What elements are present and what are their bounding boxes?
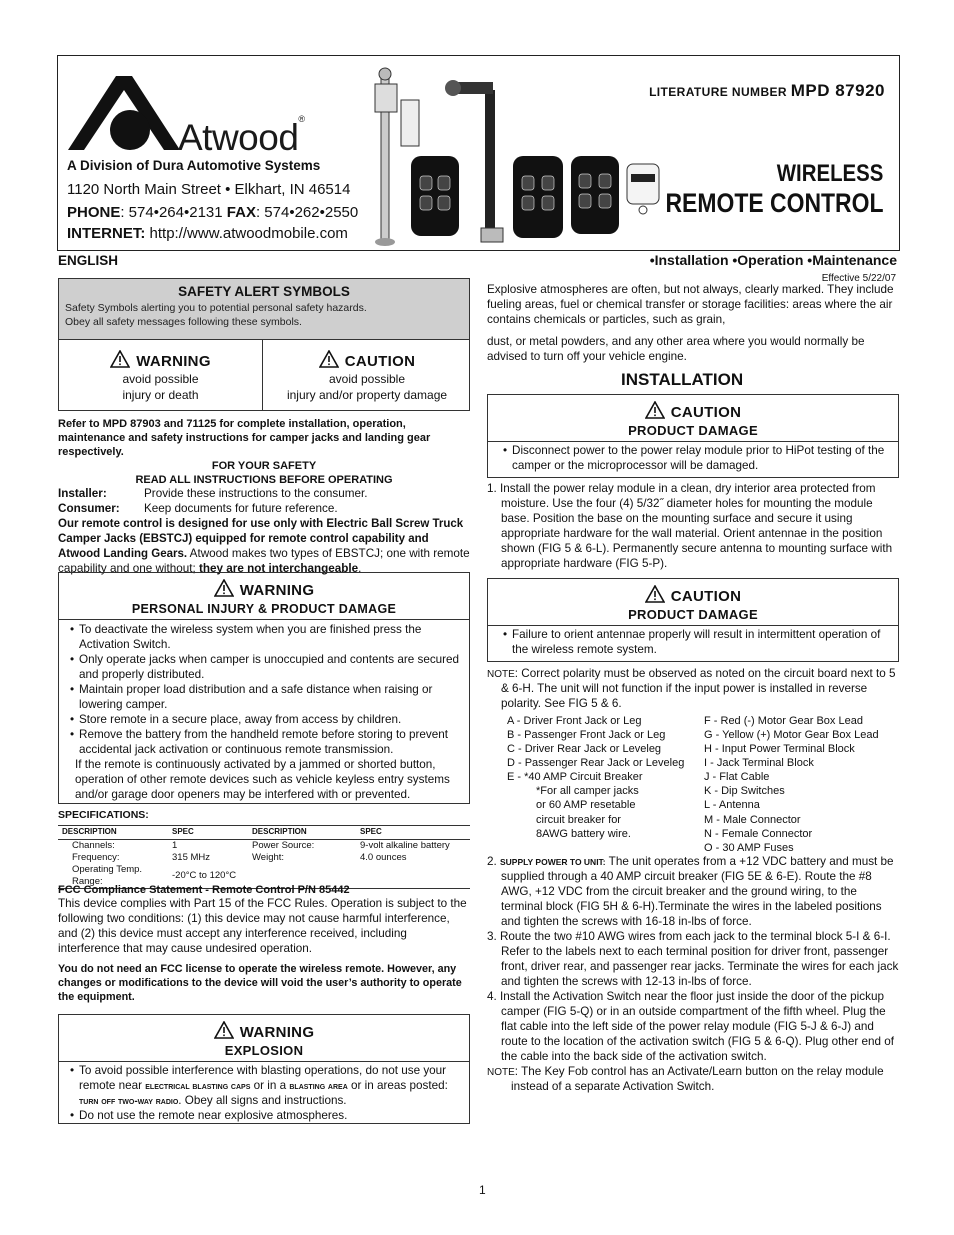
refer-note: Refer to MPD 87903 and 71125 for complete installation, operation, maintenance and safety instructions for camper jacks and landing gear respectively. (58, 418, 431, 459)
list-item: G - Yellow (+) Motor Gear Box Lead (704, 729, 879, 742)
caution-label: CAUTION (670, 404, 742, 421)
brand-name: Atwood® (178, 114, 305, 158)
caution-triangle-icon (645, 585, 665, 603)
warning-symbol-cell (59, 340, 263, 410)
warning-personal-extra: If the remote is continuously activated by a jammed or shorted button, operation of other remote devices such as vehicle keyless entry systems and/or garage door openers may be interfered with or prevented. (75, 758, 450, 802)
list-item: H - Input Power Terminal Block (704, 743, 855, 756)
warning-explosion-label: WARNING (239, 1024, 315, 1041)
language-label: ENGLISH (58, 253, 119, 268)
fcc-body: This device complies with Part 15 of the FCC Rules. Operation is subject to the following two conditions: (1) this device may not cause harmful interference, and (2) this device must accept any interference received, including interference that may cause undesired operation. (58, 897, 467, 955)
list-item: N - Female Connector (704, 827, 813, 840)
internet-line: INTERNET: http://www.atwoodmobile.com (67, 225, 348, 242)
warning-explosion-sub: EXPLOSION (224, 1043, 304, 1059)
consumer-line: Consumer: Keep documents for future reference. (58, 502, 338, 516)
caution-desc2: injury and/or property damage (286, 387, 448, 402)
division-line: A Division of Dura Automotive Systems (67, 158, 321, 173)
warning-triangle-icon (214, 1021, 234, 1039)
steps-2-4 (487, 855, 899, 1095)
safety-alert-box (58, 278, 470, 411)
read-all-instructions: READ ALL INSTRUCTIONS BEFORE OPERATING (135, 474, 393, 487)
warning-triangle-icon (214, 579, 234, 597)
note-key-fob: NOTE: The Key Fob control has an Activate/Learn button on the relay module instead of a separate Activation Switch. (487, 1064, 884, 1093)
caution-label: CAUTION (670, 588, 742, 605)
caution-sub: PRODUCT DAMAGE (628, 607, 758, 623)
list-item: B - Passenger Front Jack or Leg (507, 729, 666, 742)
list-item: • Failure to orient antennae properly will result in intermittent operation of the wireless remote system. (498, 628, 894, 658)
list-item: • To deactivate the wireless system when you are finished press the Activation Switch. (65, 623, 465, 653)
product-illustration (363, 60, 663, 248)
list-item: M - Male Connector (704, 813, 801, 826)
list-item: L - Antenna (704, 799, 760, 812)
caution-label: CAUTION (344, 353, 416, 370)
labels-right-list (704, 714, 900, 855)
list-item: O - 30 AMP Fuses (704, 841, 794, 854)
caution-product-box-1 (487, 394, 899, 478)
remote-compat-paragraph: Our remote control is designed for use only with Electric Ball Screw Truck Camper Jacks (EBSTCJ) equipped for remote control capability and Atwood Landing Gears. Atwood makes two types of EBSTCJ; one with remote capability and one without; they are not interchangeable. (58, 518, 470, 576)
phone-line: PHONE: 574•264•2131 FAX: 574•262•2550 (67, 204, 359, 221)
fcc-title: FCC Compliance Statement - Remote Control P/N 85442 (58, 884, 350, 896)
caution-triangle-icon (645, 401, 665, 419)
installation-heading: INSTALLATION (621, 370, 744, 389)
list-item: I - Jack Terminal Block (704, 757, 814, 770)
fcc-license: You do not need an FCC license to operate the wireless remote. However, any changes or modifications to the device will void the user’s authority to operate the equipment. (58, 962, 462, 1003)
intro-block (58, 417, 470, 577)
warning-personal-sub: PERSONAL INJURY & PRODUCT DAMAGE (131, 602, 397, 617)
safety-alert-line2: Obey all safety messages following these symbols. (65, 315, 302, 328)
list-item: • Maintain proper load distribution and a safe distance when raising or lowering camper. (65, 683, 465, 713)
list-item: or 60 AMP resetable (536, 799, 636, 812)
page-number: 1 (479, 1183, 486, 1197)
list-item: • Do not use the remote near explosive atmospheres. (65, 1109, 465, 1124)
note-polarity: NOTE: Correct polarity must be observed as noted on the circuit board next to 5 & 6-H. The unit will not function if the input power is installed in reverse polarity. See FIG 5 & 6. (487, 667, 896, 710)
list-item: circuit breaker for (536, 813, 621, 826)
specs-table: DESCRIPTION SPEC DESCRIPTION SPEC Channels: 1 Power Source: 9-volt alkaline battery Frequency: 315 MHz Weight: 4.0 ounces Operating Temp. Range: -20°C to 120°C (58, 825, 470, 889)
table-row: Channels: 1 Power Source: 9-volt alkaline battery (72, 839, 450, 851)
specifications-block (58, 809, 470, 889)
list-item: K - Dip Switches (704, 785, 785, 798)
list-item: • Disconnect power to the power relay module prior to HiPot testing of the camper or the microprocessor will be damaged. (498, 444, 894, 474)
list-item: J - Flat Cable (704, 771, 770, 784)
sections-tag: •Installation •Operation •Maintenance (649, 252, 897, 268)
table-row: Frequency: 315 MHz Weight: 4.0 ounces (72, 851, 407, 863)
list-item: 8AWG battery wire. (536, 827, 631, 840)
address-line: 1120 North Main Street • Elkhart, IN 46514 (67, 181, 351, 198)
fcc-block (58, 883, 470, 1004)
literature-number: LITERATURE NUMBER MPD 87920 (649, 81, 885, 100)
atwood-logo-icon (68, 74, 188, 154)
table-row: Operating Temp. Range: -20°C to 120°C (58, 864, 470, 889)
list-item: A - Driver Front Jack or Leg (507, 715, 642, 727)
caution-desc1: avoid possible (328, 372, 406, 387)
caution-sub: PRODUCT DAMAGE (628, 423, 758, 439)
list-item: *For all camper jacks (536, 785, 639, 798)
step-3: 3. Route the two #10 AWG wires from each jack to the terminal block 5-I & 6-I. Refer to the labels next to each terminal position for driver front, passenger front, driver rear, and passenger rear jacks. Terminate the wires for each jack and tighten the screws with 12-13 in-lbs of force. (487, 929, 899, 988)
list-item: C - Driver Rear Jack or Leveleg (507, 743, 662, 756)
effective-date: Effective 5/22/07 (821, 273, 896, 284)
step-1: 1. Install the power relay module in a clean, dry interior area protected from moisture. Use the four (4) 5/32˝ diameter holes for mounting the module base. Position the base on the mounting surface and secure it using appropriate hardware for the wall material. Orient antennae in the position shown (FIG 5 & 6-L). Permanently secure antenna to mounting surface with appropriate hardware (FIG 5-P). (487, 482, 893, 570)
warning-explosion-box (58, 1014, 470, 1124)
list-item: D - Passenger Rear Jack or Leveleg (507, 757, 685, 770)
safety-alert-title: SAFETY ALERT SYMBOLS (178, 284, 350, 299)
warning-desc1: avoid possible (122, 372, 199, 387)
warning-personal-box (58, 572, 470, 804)
for-your-safety: FOR YOUR SAFETY (211, 460, 317, 473)
warning-desc2: injury or death (122, 387, 199, 402)
installer-line: Installer: Provide these instructions to the consumer. (58, 487, 368, 501)
list-item: • Only operate jacks when camper is unoccupied and contents are secured and properly distributed. (65, 653, 465, 683)
safety-alert-line1: Safety Symbols alerting you to potential personal safety hazards. (65, 302, 367, 315)
list-item: • To avoid possible interference with blasting operations, do not use your remote near electrical blasting caps or in a blasting area or in areas posted: turn off two-way radio. Obey all signs and instructions. (65, 1064, 465, 1109)
explosive-paragraph: Explosive atmospheres are often, but not always, clearly marked. They include fueling areas, fuel or chemical transfer or storage facilities: areas where the air contains chemicals or particles, such as grain, dust, or metal powders, and any other area where you would normally be advised to turn off your vehicle engine. (487, 283, 894, 363)
doc-title-line1: WIRELESS (776, 160, 883, 187)
caution-product-box-2 (487, 578, 899, 662)
warning-personal-list (59, 620, 469, 758)
list-item: F - Red (-) Motor Gear Box Lead (704, 715, 863, 727)
warning-personal-label: WARNING (239, 582, 315, 599)
specs-title: SPECIFICATIONS: (58, 809, 149, 821)
labels-left-list (507, 714, 703, 841)
list-item: E - *40 AMP Circuit Breaker (507, 771, 643, 784)
step-2: 2. SUPPLY POWER TO UNIT: The unit operates from a +12 VDC battery and must be supplied through a 40 AMP circuit breaker (FIG 5E & 6-E). Route the #8 AWG, +12 VDC from the circuit breaker and the ground wiring, to the terminal block (FIG 5H & 6-H).Terminate the wires in the labeled positions and tighten the screws with 16-18 in-lbs of force. (487, 855, 894, 928)
caution-triangle-icon (319, 350, 339, 368)
document-header (57, 55, 900, 251)
step-4: 4. Install the Activation Switch near the floor just inside the door of the pickup camper (FIG 5-Q) or in an outside compartment of the fifth wheel. Plug the flat cable into the left side of the power relay module (FIG 5-J & 6-J) and route to the location of the activation switch (FIG 5 & 6-Q). Plug other end of the cable into the back side of the activation switch. (487, 989, 895, 1063)
list-item: • Store remote in a secure place, away from access by children. (65, 713, 465, 728)
warning-triangle-icon (110, 350, 130, 368)
doc-title-line2: REMOTE CONTROL (664, 188, 883, 218)
warning-label: WARNING (136, 353, 211, 370)
caution-symbol-cell (264, 340, 470, 410)
list-item: • Remove the battery from the handheld remote before storing to prevent accidental jack activation or continuous remote transmission. (65, 728, 465, 758)
